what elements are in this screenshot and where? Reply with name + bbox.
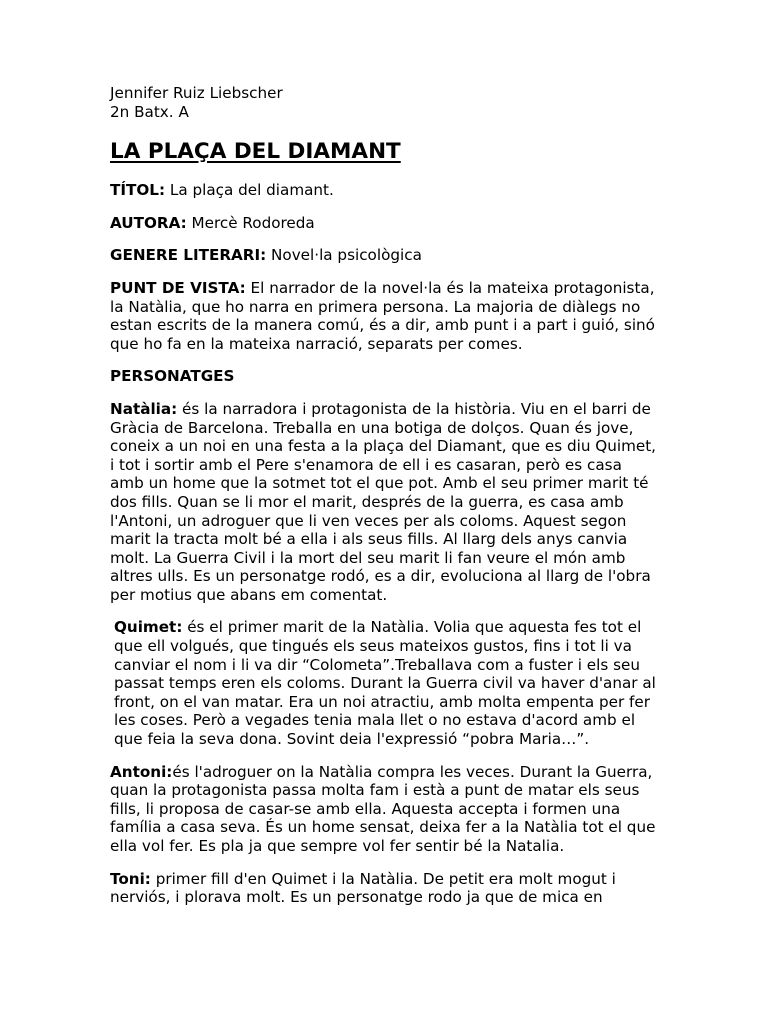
character-toni	[110, 870, 660, 907]
document-page	[110, 84, 660, 907]
character-quimet-text: és el primer marit de la Natàlia. Volia que aquesta fes tot el que ell volgués, que tingués els seus mateixos gustos, fins i tot li va canviar el nom i li va dir “Colometa”.Treballava com a fuster i els seu passat temps eren els coloms. Durant la Guerra civil va haver d'anar al front, on el van matar. Era un noi atractiu, amb molta empenta per fer les coses. Però a vegades tenia mala llet o no estava d'acord amb el que feia la seva dona. Sovint deia l'expressió “pobra Maria…”.	[114, 618, 656, 749]
character-quimet-label: Quimet:	[114, 618, 183, 637]
character-antoni	[110, 763, 660, 856]
field-genere-value: Novel·la psicològica	[266, 246, 422, 265]
field-autora-label: AUTORA:	[110, 213, 187, 232]
character-quimet	[110, 618, 660, 748]
class-name: 2n Batx. A	[110, 102, 189, 121]
field-autora	[110, 214, 660, 233]
character-natalia	[110, 400, 660, 605]
character-toni-label: Toni:	[110, 869, 151, 888]
document-title: LA PLAÇA DEL DIAMANT	[110, 139, 401, 165]
character-antoni-text: és l'adroguer on la Natàlia compra les veces. Durant la Guerra, quan la protagonista passa molta fam i està a punt de matar els seus fills, li proposa de casar-se amb ella. Aquesta accepta i formen una família a casa seva. És un home sensat, deixa fer a la Natàlia tot el que ella vol fer. Es pla ja que sempre vol fer sentir bé la Natalia.	[110, 762, 656, 855]
field-punt-de-vista	[110, 279, 660, 353]
field-genere	[110, 246, 660, 265]
field-titol	[110, 181, 660, 200]
character-toni-text: primer fill d'en Quimet i la Natàlia. De petit era molt mogut i nerviós, i plorava molt. Es un personatge rodo ja que de mica en	[110, 869, 616, 907]
character-natalia-text: és la narradora i protagonista de la història. Viu en el barri de Gràcia de Barcelona. Treballa en una botiga de dolços. Quan és jove, coneix a un noi en una festa a la plaça del Diamant, que es diu Quimet, i tot i sortir amb el Pere s'enamora de ell i es casaran, però es casa amb un home que la sotmet tot el que pot. Amb el seu primer marit té dos fills. Quan se li mor el marit, després de la guerra, es casa amb l'Antoni, un adroguer que li ven veces per als coloms. Aquest segon marit la tracta molt bé a ella i als seus fills. Al llarg dels anys canvia molt. La Guerra Civil i la mort del seu marit li fan veure el món amb altres ulls. Es un personatge rodó, es a dir, evoluciona al llarg de l'obra per motius que abans em comentat.	[110, 399, 656, 604]
field-titol-label: TÍTOL:	[110, 181, 166, 200]
character-antoni-label: Antoni:	[110, 762, 173, 781]
section-heading-personatges: PERSONATGES	[110, 367, 235, 386]
field-punt-de-vista-value: El narrador de la novel·la és la mateixa protagonista, la Natàlia, que ho narra en primera persona. La majoria de diàlegs no estan escrits de la manera comú, és a dir, amb punt i a part i guió, sinó que ho fa en la mateixa narració, separats per comes.	[110, 278, 655, 353]
field-genere-label: GENERE LITERARI:	[110, 246, 267, 265]
field-punt-de-vista-label: PUNT DE VISTA:	[110, 278, 246, 297]
character-natalia-label: Natàlia:	[110, 399, 178, 418]
field-autora-value: Mercè Rodoreda	[186, 213, 315, 232]
field-titol-value: La plaça del diamant.	[165, 181, 334, 200]
author-name: Jennifer Ruiz Liebscher	[110, 84, 283, 102]
